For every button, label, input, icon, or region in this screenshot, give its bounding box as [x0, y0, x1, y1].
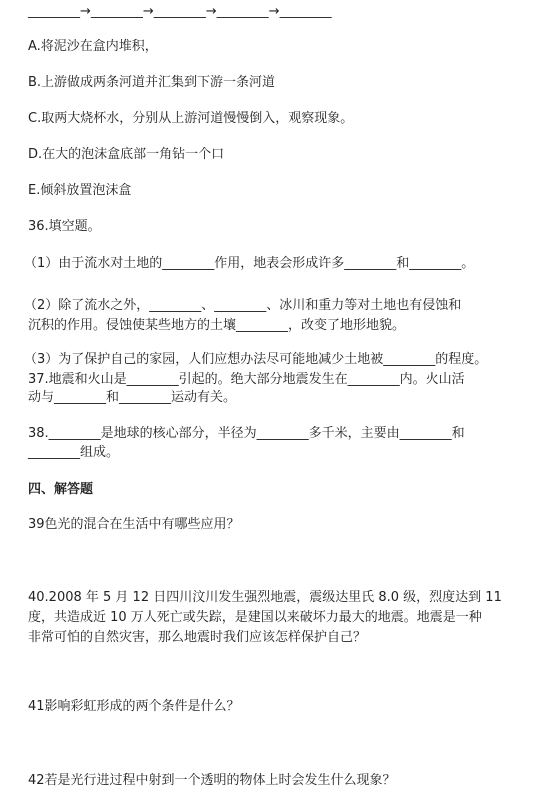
- question-36-3-line1: （3）为了保护自己的家园，人们应想办法尽可能地减少土地被________的程度。: [24, 352, 488, 367]
- option-e: E.倾斜放置泡沫盒: [28, 183, 132, 198]
- option-d: D.在大的泡沫盒底部一角钻一个口: [28, 147, 225, 162]
- sequence-blanks: ________→________→________→________→________: [28, 4, 332, 19]
- question-39: 39色光的混合在生活中有哪些应用？: [28, 517, 240, 532]
- question-41: 41影响彩虹形成的两个条件是什么？: [28, 699, 240, 714]
- question-37-line1: 37.地震和火山是________引起的。绝大部分地震发生在________内。火山活: [28, 372, 465, 387]
- option-b: B.上游做成两条河道并汇集到下游一条河道: [28, 75, 276, 90]
- question-42: 42若是光行进过程中射到一个透明的物体上时会发生什么现象？: [28, 773, 396, 788]
- question-40-line3: 非常可怕的自然灾害，那么地震时我们应该怎样保护自己？: [28, 630, 367, 645]
- question-38-line2: ________组成。: [28, 445, 120, 460]
- question-37-line2: 动与________和________运动有关。: [28, 390, 237, 405]
- question-38-line1: 38.________是地球的核心部分，半径为________多千米，主要由________和: [28, 426, 465, 441]
- question-36-1: （1）由于流水对土地的________作用，地表会形成许多________和________。: [24, 256, 475, 271]
- question-36-title: 36.填空题。: [28, 219, 101, 234]
- question-36-2-line1: （2）除了流水之外，________、________、冰川和重力等对土地也有侵蚀和: [24, 298, 462, 313]
- section-4-heading: 四、解答题: [28, 482, 94, 497]
- question-40-line2: 度，共造成近 10 万人死亡或失踪，是建国以来破坏力最大的地震。地震是一种: [28, 610, 482, 625]
- option-c: C.取两大烧杯水，分别从上游河道慢慢倒入，观察现象。: [28, 111, 354, 126]
- question-36-2-line2: 沉积的作用。侵蚀使某些地方的土壤________，改变了地形地貌。: [28, 318, 406, 333]
- option-a: A.将泥沙在盒内堆积，: [28, 39, 158, 54]
- question-40-line1: 40.2008 年 5 月 12 日四川汶川发生强烈地震，震级达里氏 8.0 级，烈度达到 11: [28, 590, 502, 605]
